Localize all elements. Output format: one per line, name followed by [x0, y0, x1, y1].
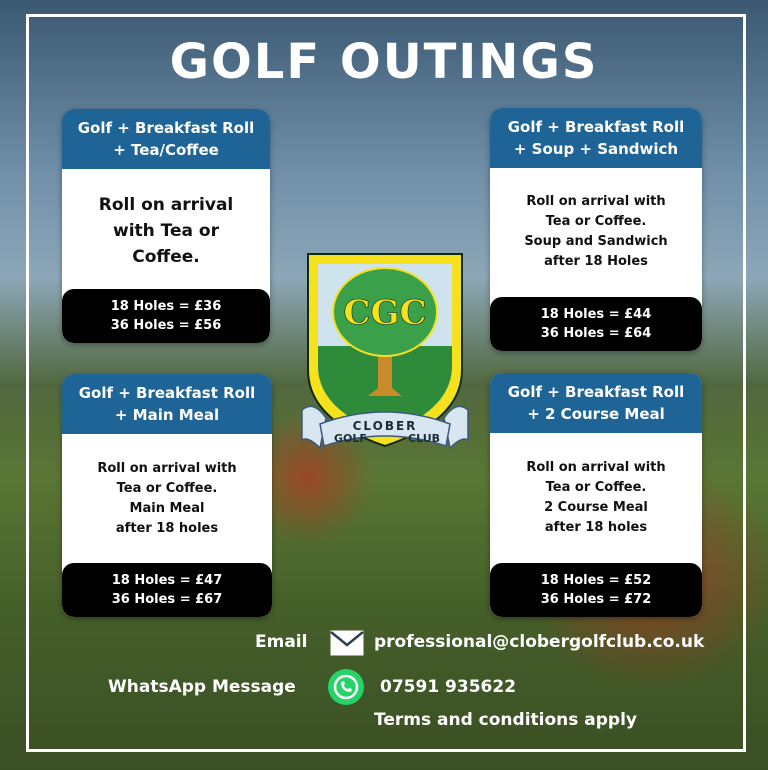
whatsapp-label: WhatsApp Message — [108, 677, 296, 697]
page-title: GOLF OUTINGS — [169, 34, 599, 90]
package-card-tea-coffee — [62, 109, 270, 343]
card-description: Roll on arrival with Tea or Coffee. Main Meal after 18 holes — [97, 461, 237, 536]
email-link[interactable]: professional@clobergolfclub.co.uk — [374, 632, 705, 652]
logo-banner-golf: GOLF — [334, 432, 367, 445]
logo-banner-clober: CLOBER — [352, 419, 418, 433]
card-price: 18 Holes = £44 36 Holes = £64 — [490, 297, 702, 351]
phone-link[interactable]: 07591 935622 — [380, 677, 517, 697]
terms-text: Terms and conditions apply — [374, 710, 638, 730]
package-card-2-course-meal — [490, 373, 702, 617]
card-description: Roll on arrival with Tea or Coffee. Soup and Sandwich after 18 Holes — [524, 193, 668, 269]
card-header: Golf + Breakfast Roll + Soup + Sandwich — [490, 108, 702, 168]
card-price: 18 Holes = £47 36 Holes = £67 — [62, 563, 272, 617]
card-description: Roll on arrival with Tea or Coffee. — [98, 195, 234, 267]
package-card-soup-sandwich — [490, 108, 702, 351]
card-price: 18 Holes = £36 36 Holes = £56 — [62, 289, 270, 343]
envelope-icon — [330, 630, 364, 656]
logo-banner-club: CLUB — [408, 432, 441, 445]
card-header: Golf + Breakfast Roll + Tea/Coffee — [62, 109, 270, 169]
card-header: Golf + Breakfast Roll + Main Meal — [62, 374, 272, 434]
card-header: Golf + Breakfast Roll + 2 Course Meal — [490, 373, 702, 433]
package-card-main-meal — [62, 374, 272, 617]
card-description: Roll on arrival with Tea or Coffee. 2 Course Meal after 18 holes — [526, 460, 666, 535]
card-price: 18 Holes = £52 36 Holes = £72 — [490, 563, 702, 617]
email-label: Email — [255, 632, 308, 652]
clober-golf-club-logo — [300, 250, 470, 460]
logo-monogram: CGC — [343, 293, 427, 333]
whatsapp-icon — [327, 668, 365, 706]
